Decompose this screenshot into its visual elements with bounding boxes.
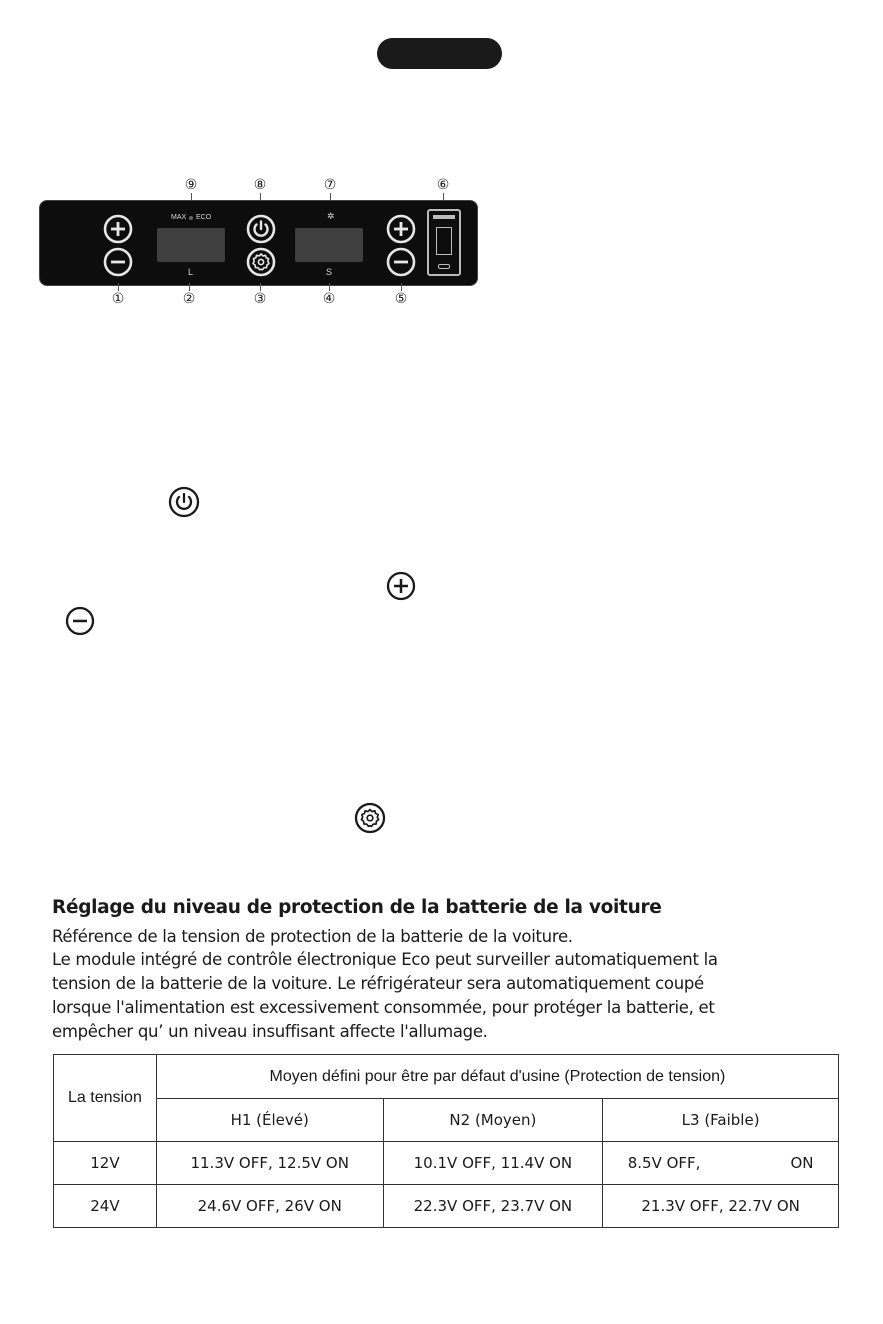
right-minus-button[interactable] xyxy=(386,247,416,277)
column-header-l3: L3 (Faible) xyxy=(603,1099,839,1142)
left-display xyxy=(157,228,225,262)
callout-9: ⑨ xyxy=(184,177,198,193)
callout-4: ④ xyxy=(322,291,336,307)
leader-line xyxy=(118,283,119,291)
settings-button[interactable] xyxy=(246,247,276,277)
eco-indicator xyxy=(189,216,193,220)
rocker-bottom-indicator xyxy=(438,264,450,269)
column-header-n2: N2 (Moyen) xyxy=(383,1099,603,1142)
left-display-label: L xyxy=(188,267,194,277)
right-plus-button[interactable] xyxy=(386,214,416,244)
power-button[interactable] xyxy=(246,214,276,244)
column-header-h1: H1 (Élevé) xyxy=(156,1099,383,1142)
leader-line xyxy=(401,283,402,291)
paragraph-line: empêcher qu’ un niveau insuffisant affecte l'allumage. xyxy=(52,1022,488,1041)
callout-1: ① xyxy=(111,291,125,307)
table-row xyxy=(54,1142,839,1185)
table-cell: 21.3V OFF, 22.7V ON xyxy=(603,1185,839,1228)
table-row xyxy=(54,1185,839,1228)
callout-5: ⑤ xyxy=(394,291,408,307)
control-panel xyxy=(39,200,478,286)
table-cell xyxy=(603,1142,839,1185)
paragraph-line: Référence de la tension de protection de la batterie de la voiture. xyxy=(52,927,573,946)
cell-part-off: 8.5V OFF, xyxy=(627,1154,701,1172)
rocker-top-bar xyxy=(433,215,455,219)
voltage-protection-table xyxy=(53,1054,839,1228)
row-voltage: 12V xyxy=(54,1142,157,1185)
minus-circle-icon xyxy=(65,606,95,636)
callout-8: ⑧ xyxy=(253,177,267,193)
header-factory-default: Moyen défini pour être par défaut d'usine (Protection de tension) xyxy=(156,1055,838,1099)
row-voltage: 24V xyxy=(54,1185,157,1228)
table-cell: 11.3V OFF, 12.5V ON xyxy=(156,1142,383,1185)
callout-3: ③ xyxy=(253,291,267,307)
rocker-paddle xyxy=(436,227,452,255)
gear-icon xyxy=(354,802,386,834)
paragraph-line: tension de la batterie de la voiture. Le réfrigérateur sera automatiquement coupé xyxy=(52,974,704,993)
right-display-label: S xyxy=(326,267,333,277)
table-cell: 22.3V OFF, 23.7V ON xyxy=(383,1185,603,1228)
paragraph-line: lorsque l'alimentation est excessivement consommée, pour protéger la batterie, et xyxy=(52,998,715,1017)
callout-7: ⑦ xyxy=(323,177,337,193)
paragraph-line: Le module intégré de contrôle électronique Eco peut surveiller automatiquement la xyxy=(52,950,718,969)
table-cell: 24.6V OFF, 26V ON xyxy=(156,1185,383,1228)
leader-line xyxy=(329,283,330,291)
left-plus-button[interactable] xyxy=(103,214,133,244)
eco-label: ECO xyxy=(196,214,212,221)
plus-circle-icon xyxy=(386,571,416,601)
leader-line xyxy=(189,283,190,291)
section-label-pill xyxy=(377,38,502,69)
right-display xyxy=(295,228,363,262)
rocker-switch[interactable] xyxy=(427,209,461,276)
left-minus-button[interactable] xyxy=(103,247,133,277)
table-cell: 10.1V OFF, 11.4V ON xyxy=(383,1142,603,1185)
power-icon xyxy=(168,486,200,518)
leader-line xyxy=(260,283,261,291)
snowflake-icon: ✲ xyxy=(327,211,335,221)
cell-part-on: ON xyxy=(790,1154,814,1172)
header-voltage: La tension xyxy=(54,1055,157,1142)
callout-6: ⑥ xyxy=(436,177,450,193)
callout-2: ② xyxy=(182,291,196,307)
max-label: MAX xyxy=(171,214,187,221)
section-heading: Réglage du niveau de protection de la batterie de la voiture xyxy=(52,897,662,918)
